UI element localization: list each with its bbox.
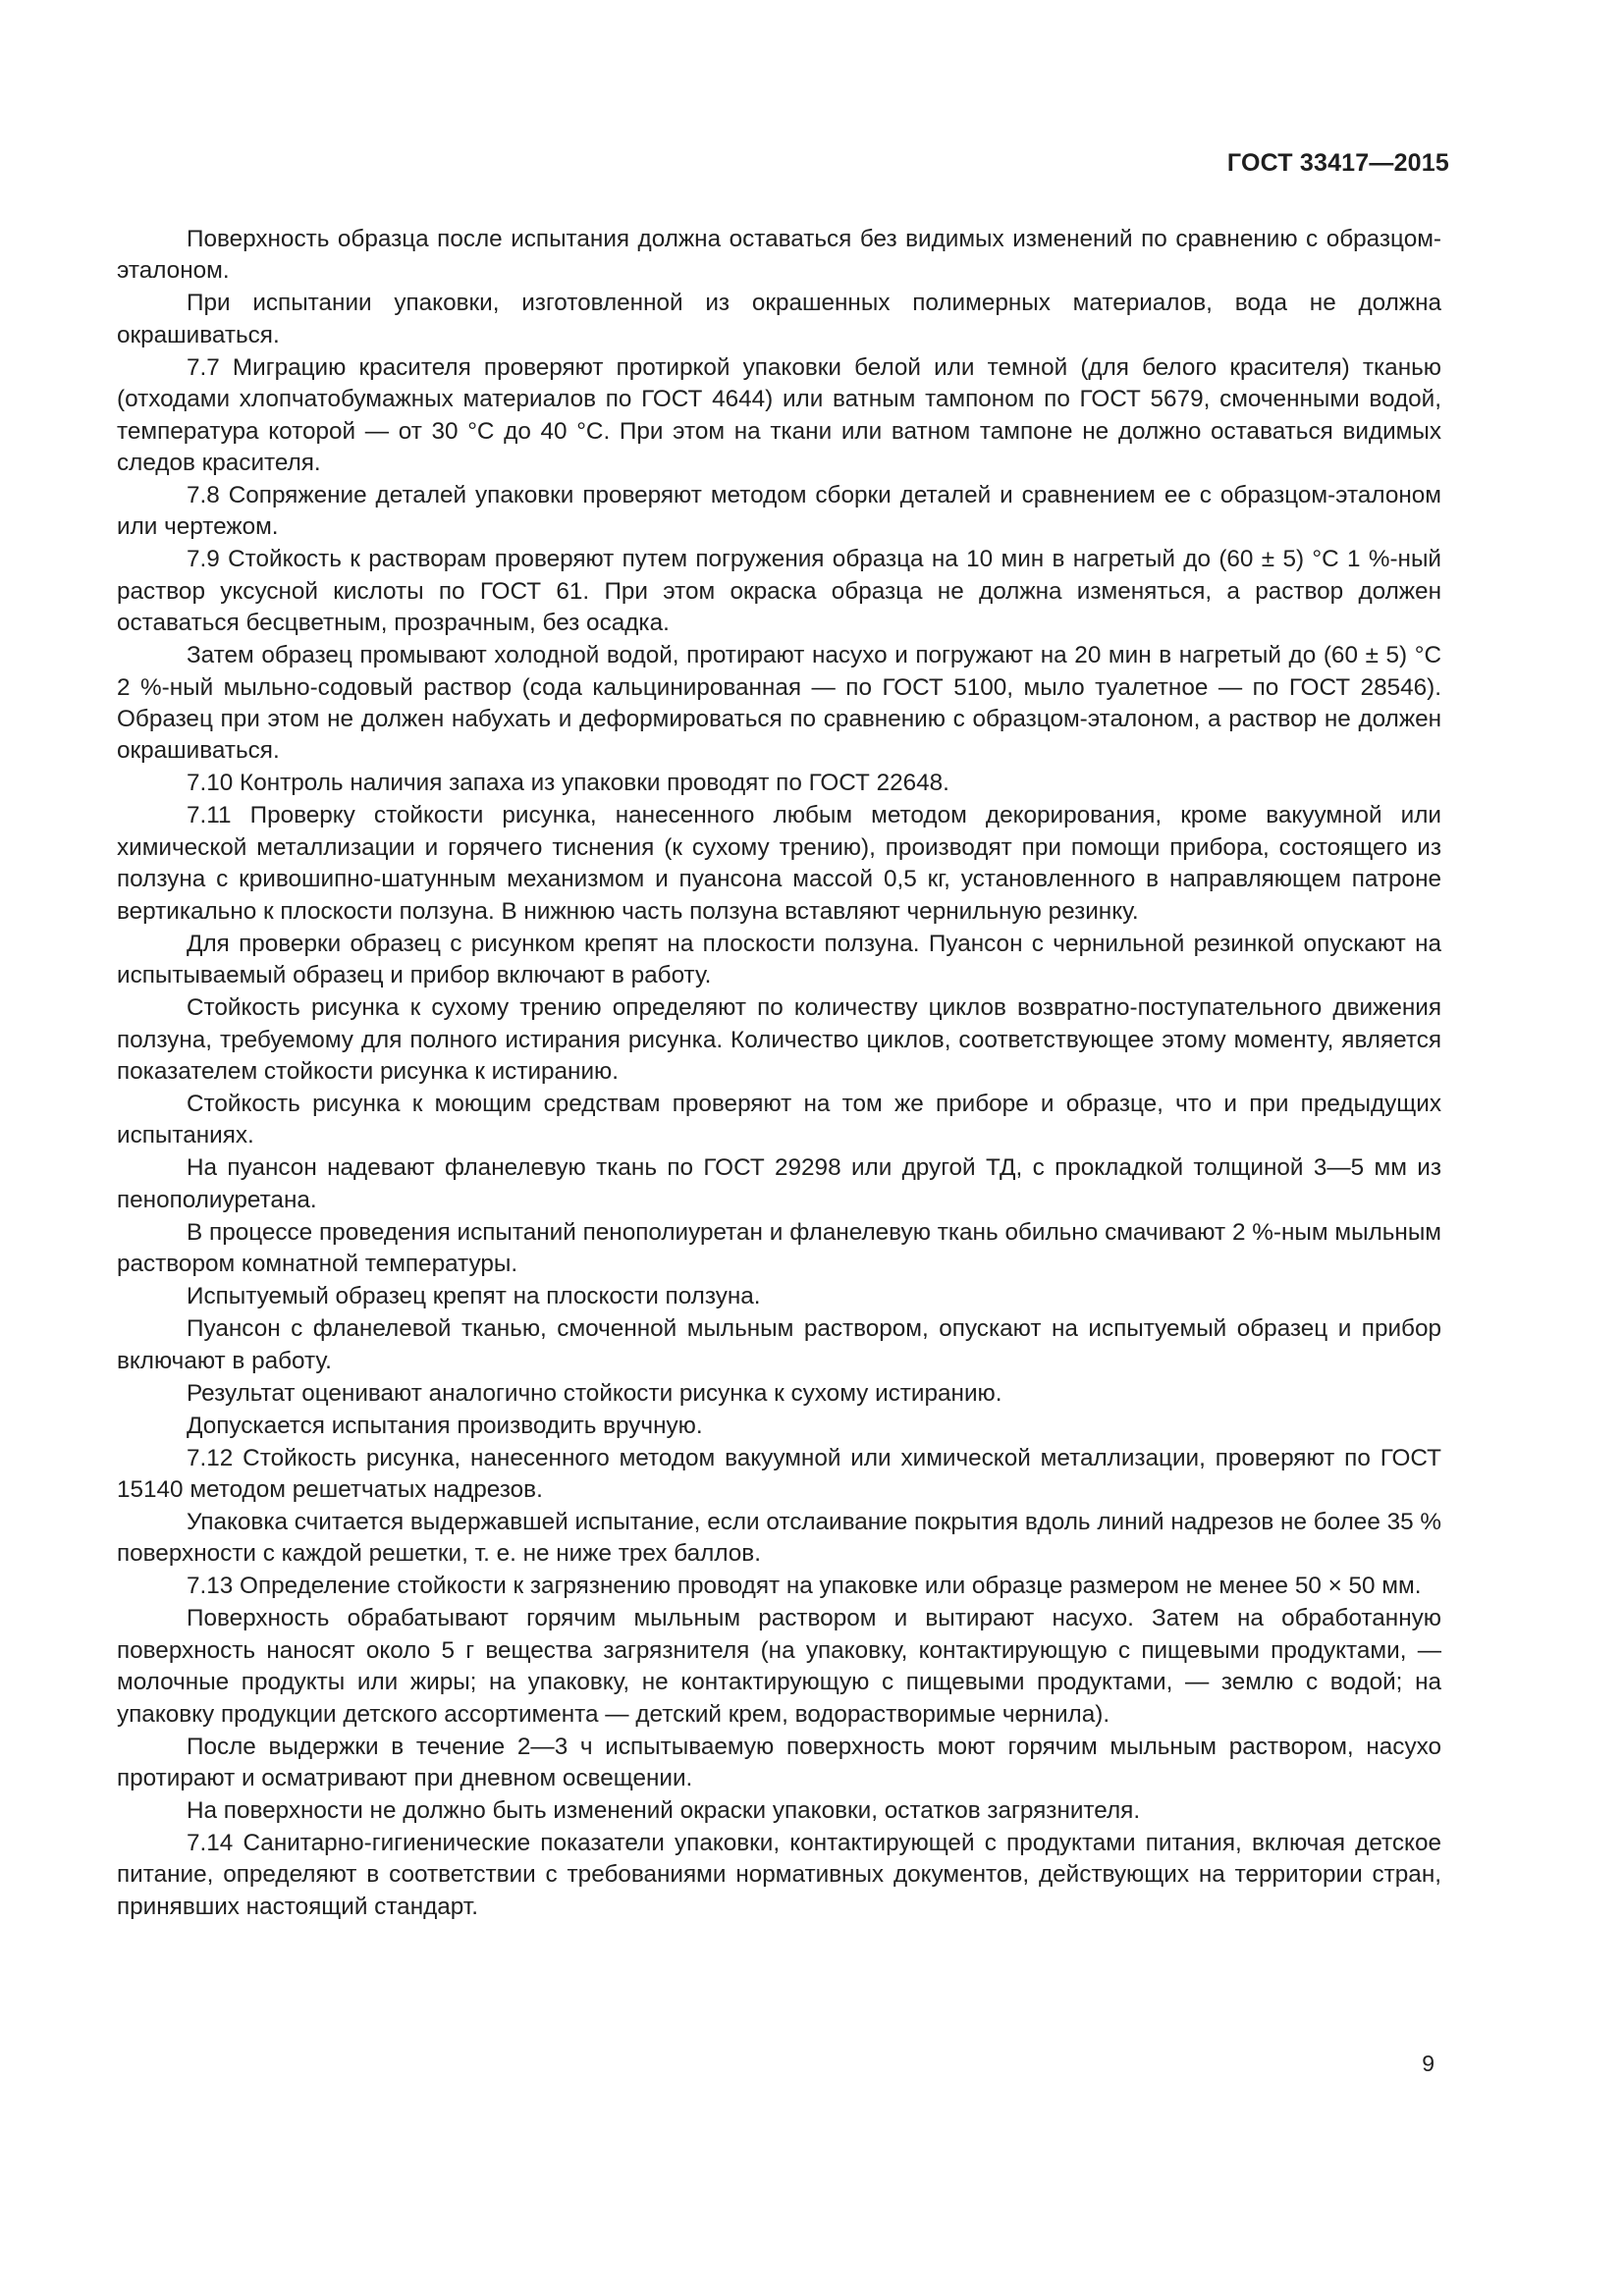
document-header: ГОСТ 33417—2015 (1226, 149, 1449, 177)
paragraph: Затем образец промывают холодной водой, протирают насухо и погружают на 20 мин в нагретый до (60 ± 5) °С 2 %-ный мыльно-содовый раствор (сода кальцинированная — по ГОСТ 5100, мыло туалетное — по ГОСТ 28546). Образец при этом не должен набухать и деформироваться по сравнению с образцом-эталоном, а раствор не должен окрашиваться. (117, 642, 1441, 765)
paragraph: На пуансон надевают фланелевую ткань по ГОСТ 29298 или другой ТД, с прокладкой толщиной 3—5 мм из пенополиуретана. (117, 1154, 1441, 1213)
paragraph: 7.12 Стойкость рисунка, нанесенного методом вакуумной или химической металлизации, проверяют по ГОСТ 15140 методом решетчатых надрезов. (117, 1444, 1441, 1503)
paragraph: Пуансон с фланелевой тканью, смоченной мыльным раствором, опускают на испытуемый образец и прибор включают в работу. (117, 1315, 1441, 1374)
paragraph: Стойкость рисунка к моющим средствам проверяют на том же приборе и образце, что и при предыдущих испытаниях. (117, 1090, 1441, 1149)
page-number: 9 (1422, 2051, 1435, 2076)
paragraph: В процессе проведения испытаний пенополиуретан и фланелевую ткань обильно смачивают 2 %-ным мыльным раствором комнатной температуры. (117, 1218, 1441, 1278)
paragraph: Допускается испытания производить вручную. (187, 1412, 703, 1439)
paragraph: 7.14 Санитарно-гигиенические показатели упаковки, контактирующей с продуктами питания, включая детское питание, определяют в соответствии с требованиями нормативных документов, действующих на территории стран, принявших настоящий стандарт. (117, 1829, 1441, 1920)
paragraph: После выдержки в течение 2—3 ч испытываемую поверхность моют горячим мыльным раствором, насухо протирают и осматривают при дневном освещении. (117, 1733, 1441, 1791)
paragraph: 7.9 Стойкость к растворам проверяют путем погружения образца на 10 мин в нагретый до (60 ± 5) °С 1 %-ный раствор уксусной кислоты по ГОСТ 61. При этом окраска образца не должна изменяться, а раствор должен оставаться бесцветным, прозрачным, без осадка. (117, 546, 1441, 637)
paragraph: 7.11 Проверку стойкости рисунка, нанесенного любым методом декорирования, кроме вакуумной или химической металлизации и горячего тиснения (к сухому трению), производят при помощи прибора, состоящего из ползуна с кривошипно-шатунным механизмом и пуансона массой 0,5 кг, установленного в направляющем патроне вертикально к плоскости ползуна. В нижнюю часть ползуна вставляют чернильную резинку. (117, 802, 1441, 925)
paragraph: 7.7 Миграцию красителя проверяют протиркой упаковки белой или темной (для белого красителя) тканью (отходами хлопчатобумажных материалов по ГОСТ 4644) или ватным тампоном по ГОСТ 5679, смоченными водой, температура которой — от 30 °С до 40 °С. При этом на ткани или ватном тампоне не должно оставаться видимых следов красителя. (117, 353, 1441, 477)
paragraph: Для проверки образец с рисунком крепят на плоскости ползуна. Пуансон с чернильной резинкой опускают на испытываемый образец и прибор включают в работу. (117, 930, 1441, 989)
paragraph: Поверхность обрабатывают горячим мыльным раствором и вытирают насухо. Затем на обработанную поверхность наносят около 5 г вещества загрязнителя (на упаковку, контактирующую с пищевыми продуктами, — молочные продукты или жиры; на упаковку, не контактирующую с пищевыми продуктами, — землю с водой; на упаковку продукции детского ассортимента — детский крем, водорастворимые чернила). (117, 1605, 1441, 1728)
paragraph: 7.8 Сопряжение деталей упаковки проверяют методом сборки деталей и сравнением ее с образцом-эталоном или чертежом. (117, 482, 1441, 541)
paragraph: 7.10 Контроль наличия запаха из упаковки проводят по ГОСТ 22648. (187, 770, 949, 797)
paragraph: Поверхность образца после испытания должна оставаться без видимых изменений по сравнению с образцом-эталоном. (117, 226, 1441, 285)
document-body (117, 224, 1441, 1924)
paragraph: На поверхности не должно быть изменений окраски упаковки, остатков загрязнителя. (187, 1796, 1141, 1824)
paragraph: Испытуемый образец крепят на плоскости ползуна. (187, 1283, 761, 1310)
paragraph: Результат оценивают аналогично стойкости рисунка к сухому истиранию. (187, 1379, 1002, 1407)
paragraph: Стойкость рисунка к сухому трению определяют по количеству циклов возвратно-поступательного движения ползуна, требуемому для полного истирания рисунка. Количество циклов, соответствующее этому моменту, является показателем стойкости рисунка к истиранию. (117, 994, 1441, 1085)
paragraph: При испытании упаковки, изготовленной из окрашенных полимерных материалов, вода не должна окрашиваться. (117, 290, 1441, 348)
paragraph: Упаковка считается выдержавшей испытание, если отслаивание покрытия вдоль линий надрезов не более 35 % поверхности с каждой решетки, т. е. не ниже трех баллов. (117, 1508, 1441, 1568)
paragraph: 7.13 Определение стойкости к загрязнению проводят на упаковке или образце размером не менее 50 × 50 мм. (187, 1573, 1422, 1600)
